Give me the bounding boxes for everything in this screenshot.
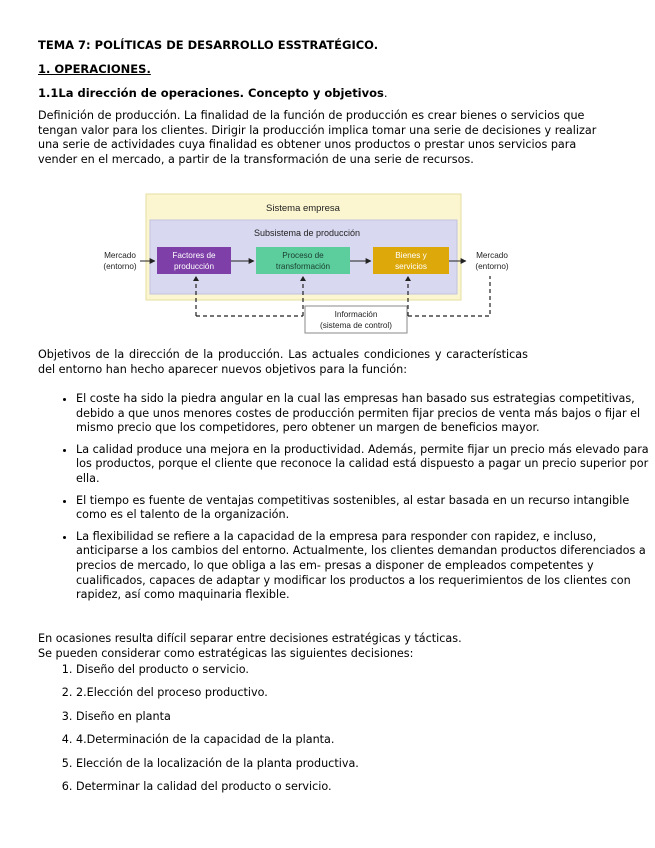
objectives-paragraph: Objetivos de la dirección de la producción. Las actuales condiciones y características del entorno han hecho aparecer nuevos objetivos para la función: (38, 348, 528, 376)
objectives-list (38, 392, 655, 610)
market-left-line1: Mercado (104, 251, 136, 260)
objective-flexibility: • La flexibilidad se refiere a la capacidad de la empresa para responder con rapidez, e incluso, anticiparse a los cambios del entorno. Actualmente, los clientes demandan productos diferenciados a precios de mercado, lo que obliga a las em- presas a disponer de empleados competentes y cualificados, capaces de adaptar y modificar los productos a los requerimientos de los clientes con rapidez, así como maquinaria flexible. (76, 530, 655, 603)
decision-item: 3. Diseño en planta (76, 710, 636, 725)
decision-item: 5. Elección de la localización de la planta productiva. (76, 757, 636, 772)
closing-line2: Se pueden considerar como estratégicas las siguientes decisiones: (38, 646, 414, 660)
closing-line1: En ocasiones resulta difícil separar entre decisiones estratégicas y tácticas. (38, 632, 462, 645)
process-line1: Proceso de (282, 251, 324, 260)
market-right-line2: (entorno) (475, 262, 509, 271)
production-system-diagram (90, 190, 520, 340)
decision-item: 2. 2.Elección del proceso productivo. (76, 686, 636, 701)
section-title: 1. OPERACIONES. (38, 62, 151, 76)
intro-paragraph: Definición de producción. La finalidad de la función de producción es crear bienes o servicios que tengan valor para los clientes. Dirigir la producción implica tomar una serie de decisiones y realizar una serie de actividades cuya finalidad es obtener unos productos o prestar unos servicios para vender en el mercado, a partir de la transformación de una serie de recursos. (38, 109, 597, 166)
subsection-title (38, 86, 388, 101)
topic-title: TEMA 7: POLÍTICAS DE DESARROLLO ESSTRATÉGICO. (38, 38, 379, 52)
objective-quality: • La calidad produce una mejora en la productividad. Además, permite fijar un precio más elevado para los productos, porque el cliente que reconoce la calidad está dispuesto a pagar un precio superior por ella. (76, 443, 655, 487)
objective-cost: • El coste ha sido la piedra angular en la cual las empresas han basado sus estrategias competitivas, debido a que unos menores costes de producción permiten fijar precios de venta más bajos o fijar el mismo precio que los competidores, pero obtener un margen de beneficios mayor. (76, 392, 655, 436)
goods-line1: Bienes y (395, 251, 427, 260)
market-right-line1: Mercado (476, 251, 508, 260)
info-line2: (sistema de control) (320, 321, 392, 330)
process-line2: transformación (275, 262, 331, 271)
strategic-decisions-list (38, 663, 636, 803)
info-line1: Información (334, 310, 378, 319)
decision-item: 6. Determinar la calidad del producto o servicio. (76, 780, 636, 795)
factors-line1: Factores de (172, 251, 216, 260)
factors-line2: producción (173, 262, 215, 271)
subsection-text: 1.1La dirección de operaciones. Concepto y objetivos (38, 86, 384, 100)
system-label: Sistema empresa (266, 203, 340, 214)
subsection-period: . (383, 86, 388, 100)
objective-time: • El tiempo es fuente de ventajas competitivas sostenibles, al estar basada en un recurso intangible como es el talento de la organización. (76, 494, 655, 523)
market-left-line2: (entorno) (103, 262, 137, 271)
decision-item: 1. Diseño del producto o servicio. (76, 663, 636, 678)
closing-text (38, 632, 618, 661)
decision-item: 4. 4.Determinación de la capacidad de la planta. (76, 733, 636, 748)
goods-line2: servicios (395, 262, 427, 271)
subsystem-label: Subsistema de producción (253, 228, 361, 238)
